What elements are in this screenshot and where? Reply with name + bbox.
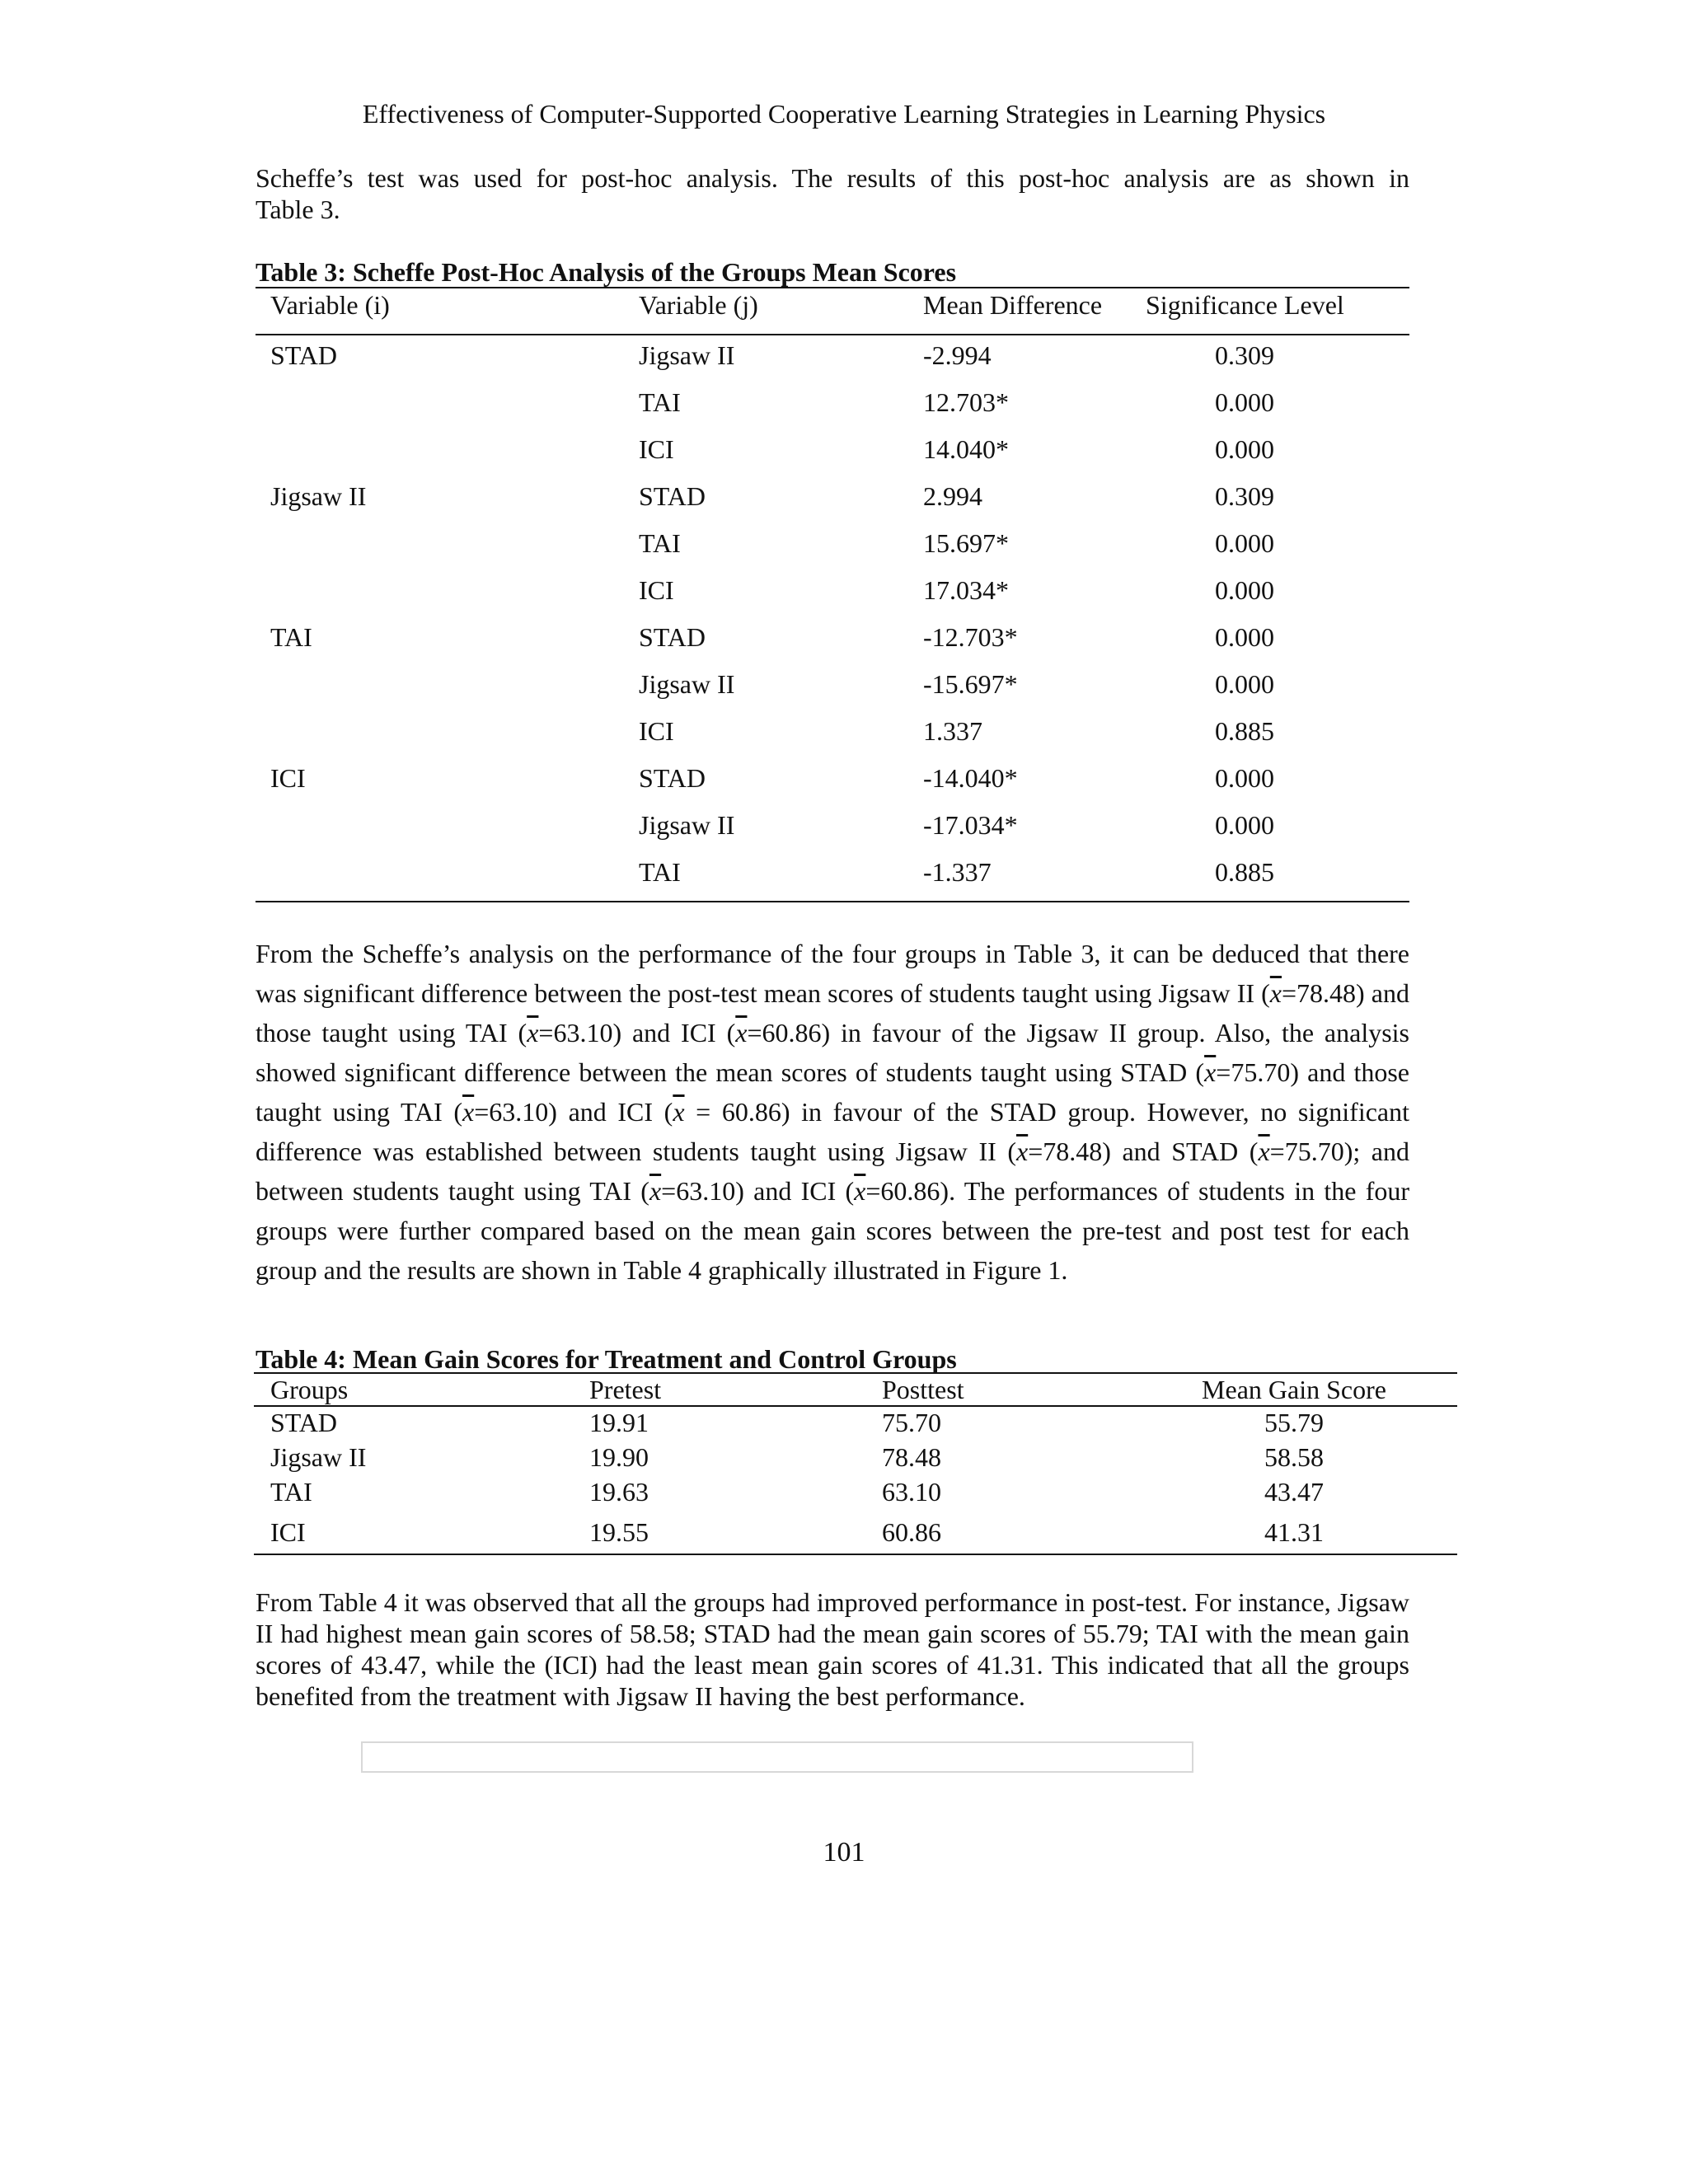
- table3-cell: TAI: [639, 387, 681, 417]
- table3-cell: 0.309: [1215, 340, 1274, 370]
- table3-cell: ICI: [639, 434, 674, 464]
- table3-cell: 0.000: [1215, 669, 1274, 699]
- table3-cell: 2.994: [923, 481, 982, 511]
- mean-symbol: $\overline{x}$: [1269, 978, 1282, 1008]
- table3-row: [256, 621, 1409, 668]
- table4-header-cell: Posttest: [882, 1375, 964, 1404]
- table4-cell: 43.47: [1264, 1477, 1324, 1507]
- table3-cell: Jigsaw II: [639, 340, 735, 370]
- table3-cell: 0.000: [1215, 575, 1274, 605]
- discussion-text: =78.48) and STAD (: [1028, 1137, 1259, 1166]
- table4-cell: 19.91: [589, 1408, 649, 1437]
- discussion-text: =78.48) and those taught using TAI (: [256, 978, 1410, 1047]
- running-head: Effectiveness of Computer-Supported Cooperative Learning Strategies in Learning Physics: [362, 99, 1326, 129]
- table3-row: [256, 433, 1409, 480]
- mean-symbol: $\overline{x}$: [1258, 1137, 1270, 1166]
- table4-cell: 58.58: [1264, 1442, 1324, 1472]
- table3-cell: 0.000: [1215, 763, 1274, 793]
- discussion-paragraph: [256, 934, 1409, 1290]
- table3-cell: -17.034*: [923, 810, 1018, 840]
- table4-cell: 19.63: [589, 1477, 649, 1507]
- table3-cell: 0.885: [1215, 716, 1274, 746]
- table4-cell: 75.70: [882, 1408, 941, 1437]
- table3-header-cell: Significance Level: [1146, 290, 1344, 320]
- table3-cell: STAD: [639, 481, 706, 511]
- table4-cell: 19.55: [589, 1517, 649, 1547]
- table3-cell: -14.040*: [923, 763, 1018, 793]
- table3-row: [256, 808, 1409, 855]
- discussion-text: =75.70) and those taught using TAI (: [256, 1057, 1410, 1127]
- mean-symbol: $\overline{x}$: [673, 1097, 685, 1127]
- conclusion-text: From Table 4 it was observed that all the groups had improved performance in post-test. For instance, Jigsaw II had highest mean gain scores of 58.58; STAD had the mean gain scores of 55.79; TAI with the mean gain scores of 43.47, while the (ICI) had the least mean gain scores of 41.31. This indicated that all the groups benefited from the treatment with Jigsaw II having the best performance.: [256, 1587, 1409, 1711]
- mean-symbol: $\overline{x}$: [462, 1097, 475, 1127]
- intro-paragraph: [256, 162, 1409, 225]
- table4-cell: 60.86: [882, 1517, 941, 1547]
- conclusion-paragraph: [256, 1586, 1409, 1712]
- table4-cell: 41.31: [1264, 1517, 1324, 1547]
- table3-cell: Jigsaw II: [270, 481, 367, 511]
- table3-cell: 0.000: [1215, 622, 1274, 652]
- table3-caption: Table 3: Scheffe Post-Hoc Analysis of the Groups Mean Scores: [256, 257, 957, 287]
- table3-cell: Jigsaw II: [639, 669, 735, 699]
- table3-cell: ICI: [270, 763, 306, 793]
- table4-header-cell: Mean Gain Score: [1202, 1375, 1386, 1404]
- table4-cell: Jigsaw II: [270, 1442, 367, 1472]
- table4-caption: Table 4: Mean Gain Scores for Treatment and Control Groups: [256, 1344, 957, 1374]
- mean-symbol: $\overline{x}$: [1204, 1057, 1217, 1087]
- table3-cell: -1.337: [923, 857, 992, 887]
- mean-symbol: $\overline{x}$: [527, 1018, 539, 1047]
- table3-cell: -15.697*: [923, 669, 1018, 699]
- table3-cell: 0.885: [1215, 857, 1274, 887]
- table3-cell: 0.000: [1215, 528, 1274, 558]
- table3-header-cell: Variable (j): [639, 290, 758, 320]
- discussion-text: = 60.86) in favour of the STAD group. However, no significant difference was established between students taught using Jigsaw II (: [256, 1097, 1409, 1166]
- table4-cell: TAI: [270, 1477, 312, 1507]
- table3-header-row: [256, 288, 1409, 335]
- intro-line-2: Table 3.: [256, 194, 340, 224]
- discussion-text: =63.10) and ICI (: [538, 1018, 736, 1047]
- table3-cell: 0.000: [1215, 387, 1274, 417]
- table3-header-cell: Mean Difference: [923, 290, 1103, 320]
- table3-cell: 1.337: [923, 716, 982, 746]
- table3-bottom-rule: [256, 901, 1409, 902]
- table3-cell: 15.697*: [923, 528, 1009, 558]
- table4-cell: ICI: [270, 1517, 306, 1547]
- discussion-text: =60.86). The performances of students in the four groups were further compared based on the mean gain scores between the pre-test and post test for each group and the results are shown in Table 4 graphically illustrated in Figure 1.: [256, 1176, 1410, 1285]
- table3-header-rule: [256, 334, 1409, 335]
- figure-placeholder-box: [361, 1741, 1193, 1773]
- table3-cell: 14.040*: [923, 434, 1009, 464]
- table4-header-cell: Pretest: [589, 1375, 662, 1404]
- discussion-text: =60.86) in favour of the Jigsaw II group. Also, the analysis showed significant difference between the mean scores of students taught using STAD (: [256, 1018, 1410, 1087]
- table4-cell: 63.10: [882, 1477, 941, 1507]
- table4-cell: 55.79: [1264, 1408, 1324, 1437]
- mean-symbol: $\overline{x}$: [649, 1176, 662, 1206]
- page-number: 101: [823, 1837, 865, 1868]
- table3-row: [256, 480, 1409, 527]
- discussion-text: =63.10) and ICI (: [474, 1097, 673, 1127]
- table3-row: [256, 574, 1409, 621]
- table3-header-cell: Variable (i): [270, 290, 390, 320]
- table4-header-rule: [254, 1405, 1457, 1407]
- table3-cell: 17.034*: [923, 575, 1009, 605]
- intro-line-1: Scheffe’s test was used for post-hoc analysis. The results of this post-hoc analysis are as shown in: [256, 163, 1409, 193]
- discussion-text: =63.10) and ICI (: [661, 1176, 855, 1206]
- table3-cell: 0.000: [1215, 810, 1274, 840]
- table3-row: [256, 715, 1409, 762]
- discussion-text: From the Scheffe’s analysis on the performance of the four groups in Table 3, it can be deduced that there was significant difference between the post-test mean scores of students taught using Jigsaw II (: [256, 939, 1409, 1008]
- table3-row: [256, 668, 1409, 715]
- table3-cell: -2.994: [923, 340, 992, 370]
- table4-cell: 19.90: [589, 1442, 649, 1472]
- table3-row: [256, 527, 1409, 574]
- table3-row: [256, 762, 1409, 808]
- table3-row: [256, 386, 1409, 433]
- table3-cell: 0.000: [1215, 434, 1274, 464]
- table4-cell: 78.48: [882, 1442, 941, 1472]
- table3-cell: TAI: [639, 528, 681, 558]
- mean-symbol: $\overline{x}$: [735, 1018, 748, 1047]
- mean-symbol: $\overline{x}$: [1016, 1137, 1029, 1166]
- table3-cell: STAD: [270, 340, 337, 370]
- table4-cell: STAD: [270, 1408, 337, 1437]
- table3-cell: 0.309: [1215, 481, 1274, 511]
- table3-cell: 12.703*: [923, 387, 1009, 417]
- mean-symbol: $\overline{x}$: [854, 1176, 866, 1206]
- table3-cell: STAD: [639, 622, 706, 652]
- table3-cell: Jigsaw II: [639, 810, 735, 840]
- discussion-text: =75.70); and between students taught using TAI (: [256, 1137, 1410, 1206]
- table4-bottom-rule: [254, 1554, 1457, 1555]
- table3-cell: ICI: [639, 575, 674, 605]
- table3-row: [256, 339, 1409, 386]
- table3-cell: -12.703*: [923, 622, 1018, 652]
- table3-cell: TAI: [639, 857, 681, 887]
- table3-cell: STAD: [639, 763, 706, 793]
- table4-header-cell: Groups: [270, 1375, 349, 1404]
- table3-cell: ICI: [639, 716, 674, 746]
- table3-row: [256, 855, 1409, 902]
- table3-cell: TAI: [270, 622, 312, 652]
